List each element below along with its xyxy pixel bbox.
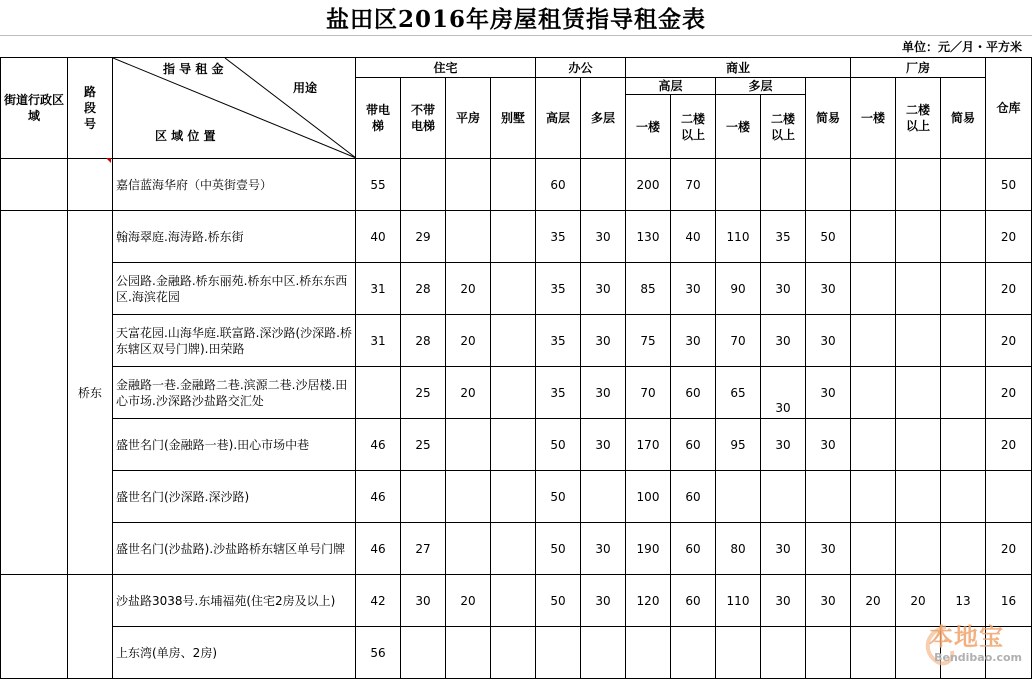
rent-value-cell: 30 xyxy=(671,315,716,367)
rent-value-cell xyxy=(851,159,896,211)
header-res-villa: 别墅 xyxy=(491,78,536,159)
header-com-simple: 简易 xyxy=(806,78,851,159)
area-cell: 沙盐路3038号.东埔福苑(住宅2房及以上) xyxy=(113,575,356,627)
rent-value-cell xyxy=(716,627,761,679)
rent-value-cell: 29 xyxy=(401,211,446,263)
rent-value-cell: 13 xyxy=(941,575,986,627)
rent-value-cell: 100 xyxy=(626,471,671,523)
street-cell xyxy=(1,159,68,211)
rent-value-cell xyxy=(716,159,761,211)
rent-value-cell: 190 xyxy=(626,523,671,575)
diag-use-label: 用途 xyxy=(293,81,318,95)
rent-value-cell: 60 xyxy=(671,575,716,627)
rent-value-cell xyxy=(941,263,986,315)
rent-value-cell: 30 xyxy=(806,367,851,419)
header-res-elevator: 带电梯 xyxy=(356,78,401,159)
rent-value-cell: 30 xyxy=(761,263,806,315)
rent-value-cell: 50 xyxy=(806,211,851,263)
header-diagonal xyxy=(113,58,356,159)
rent-value-cell: 56 xyxy=(356,627,401,679)
rent-value-cell: 30 xyxy=(671,263,716,315)
rent-value-cell: 20 xyxy=(896,575,941,627)
rent-value-cell xyxy=(851,471,896,523)
rent-value-cell xyxy=(851,523,896,575)
header-fac-f1: 一楼 xyxy=(851,78,896,159)
area-cell: 盛世名门(金融路一巷).田心市场中巷 xyxy=(113,419,356,471)
rent-value-cell: 20 xyxy=(986,523,1032,575)
rent-value-cell xyxy=(941,471,986,523)
rent-value-cell: 20 xyxy=(986,211,1032,263)
rent-value-cell: 120 xyxy=(626,575,671,627)
area-cell: 盛世名门(沙深路.深沙路) xyxy=(113,471,356,523)
rent-value-cell: 42 xyxy=(356,575,401,627)
rent-value-cell: 30 xyxy=(806,263,851,315)
rent-value-cell: 170 xyxy=(626,419,671,471)
rent-value-cell: 31 xyxy=(356,263,401,315)
rent-value-cell xyxy=(806,627,851,679)
rent-value-cell xyxy=(941,367,986,419)
comment-marker xyxy=(106,158,111,163)
rent-value-cell xyxy=(491,419,536,471)
rent-value-cell xyxy=(716,471,761,523)
rent-value-cell: 50 xyxy=(536,419,581,471)
rent-value-cell: 70 xyxy=(671,159,716,211)
rent-value-cell: 20 xyxy=(986,367,1032,419)
rent-value-cell xyxy=(491,523,536,575)
rent-value-cell xyxy=(626,627,671,679)
rent-value-cell xyxy=(356,367,401,419)
rent-value-cell: 30 xyxy=(581,575,626,627)
rent-value-cell: 31 xyxy=(356,315,401,367)
rent-value-cell: 30 xyxy=(806,575,851,627)
rent-value-cell xyxy=(941,315,986,367)
rent-value-cell xyxy=(761,471,806,523)
rent-value-cell xyxy=(986,471,1032,523)
rent-value-cell xyxy=(446,419,491,471)
rent-value-cell: 20 xyxy=(986,263,1032,315)
rent-value-cell: 20 xyxy=(446,263,491,315)
rent-value-cell xyxy=(851,263,896,315)
area-cell: 天富花园.山海华庭.联富路.深沙路(沙深路.桥东辖区双号门牌).田荣路 xyxy=(113,315,356,367)
rent-value-cell xyxy=(851,627,896,679)
header-road-no: 路段号 xyxy=(68,58,113,159)
rent-value-cell xyxy=(896,263,941,315)
rent-value-cell: 46 xyxy=(356,419,401,471)
rent-value-cell xyxy=(851,211,896,263)
rent-value-cell: 46 xyxy=(356,471,401,523)
rent-value-cell: 35 xyxy=(536,367,581,419)
table-row xyxy=(1,211,1032,263)
rent-value-cell xyxy=(896,523,941,575)
header-commercial: 商业 xyxy=(626,58,851,78)
header-com-high-f2: 二楼以上 xyxy=(671,95,716,159)
rent-value-cell xyxy=(851,367,896,419)
rent-value-cell xyxy=(446,211,491,263)
rent-value-cell xyxy=(896,211,941,263)
header-office-multi: 多层 xyxy=(581,78,626,159)
rent-value-cell: 130 xyxy=(626,211,671,263)
rent-value-cell: 50 xyxy=(986,159,1032,211)
rent-value-cell: 35 xyxy=(536,263,581,315)
rent-value-cell xyxy=(851,419,896,471)
rent-value-cell: 25 xyxy=(401,419,446,471)
rent-value-cell: 60 xyxy=(536,159,581,211)
rent-value-cell xyxy=(941,211,986,263)
rent-value-cell: 30 xyxy=(581,263,626,315)
diag-rent-label: 指 导 租 金 xyxy=(163,62,224,76)
header-office-high: 高层 xyxy=(536,78,581,159)
rent-value-cell xyxy=(941,523,986,575)
street-cell xyxy=(1,211,68,575)
rent-value-cell: 85 xyxy=(626,263,671,315)
watermark-logo: 本地宝 xyxy=(929,623,1004,651)
rent-value-cell xyxy=(896,471,941,523)
header-factory: 厂房 xyxy=(851,58,986,78)
rent-value-cell: 30 xyxy=(581,419,626,471)
area-cell: 盛世名门(沙盐路).沙盐路桥东辖区单号门牌 xyxy=(113,523,356,575)
area-cell: 公园路.金融路.桥东丽苑.桥东中区.桥东东西区.海滨花园 xyxy=(113,263,356,315)
rent-value-cell: 30 xyxy=(761,523,806,575)
area-cell: 金融路一巷.金融路二巷.滨源二巷.沙居楼.田心市场.沙深路沙盐路交汇处 xyxy=(113,367,356,419)
rent-value-cell: 30 xyxy=(581,367,626,419)
rent-value-cell xyxy=(581,159,626,211)
rent-value-cell xyxy=(896,159,941,211)
rent-value-cell: 80 xyxy=(716,523,761,575)
rent-value-cell: 30 xyxy=(401,575,446,627)
rent-value-cell xyxy=(491,315,536,367)
header-com-high-f1: 一楼 xyxy=(626,95,671,159)
rent-value-cell: 35 xyxy=(536,315,581,367)
rent-value-cell: 25 xyxy=(401,367,446,419)
rent-value-cell: 27 xyxy=(401,523,446,575)
rent-value-cell: 90 xyxy=(716,263,761,315)
rent-value-cell: 50 xyxy=(536,523,581,575)
rent-value-cell: 35 xyxy=(761,211,806,263)
header-residential: 住宅 xyxy=(356,58,536,78)
header-res-no-elevator: 不带电梯 xyxy=(401,78,446,159)
rent-value-cell: 200 xyxy=(626,159,671,211)
rent-value-cell xyxy=(401,159,446,211)
rent-value-cell: 20 xyxy=(851,575,896,627)
area-cell: 嘉信蓝海华府（中英街壹号） xyxy=(113,159,356,211)
table-row xyxy=(1,471,1032,523)
road-no-cell xyxy=(68,575,113,679)
rent-table xyxy=(0,57,1032,679)
rent-value-cell xyxy=(671,627,716,679)
rent-value-cell: 110 xyxy=(716,211,761,263)
rent-value-cell: 20 xyxy=(446,367,491,419)
rent-value-cell xyxy=(761,627,806,679)
table-row xyxy=(1,159,1032,211)
rent-value-cell: 55 xyxy=(356,159,401,211)
rent-value-cell: 70 xyxy=(626,367,671,419)
table-row xyxy=(1,575,1032,627)
rent-value-cell xyxy=(491,471,536,523)
rent-value-cell: 28 xyxy=(401,315,446,367)
diag-area-label: 区 域 位 置 xyxy=(155,129,216,143)
rent-value-cell: 40 xyxy=(671,211,716,263)
rent-value-cell: 60 xyxy=(671,419,716,471)
rent-value-cell: 50 xyxy=(536,471,581,523)
rent-value-cell: 75 xyxy=(626,315,671,367)
rent-value-cell: 20 xyxy=(446,315,491,367)
rent-value-cell: 30 xyxy=(761,315,806,367)
rent-value-cell xyxy=(851,315,896,367)
header-street: 街道行政区域 xyxy=(1,58,68,159)
rent-value-cell: 30 xyxy=(761,575,806,627)
title-divider xyxy=(0,35,1032,36)
rent-value-cell xyxy=(446,159,491,211)
rent-value-cell xyxy=(941,419,986,471)
rent-value-cell: 20 xyxy=(986,315,1032,367)
header-com-multi-f2: 二楼以上 xyxy=(761,95,806,159)
rent-value-cell: 95 xyxy=(716,419,761,471)
rent-value-cell xyxy=(581,471,626,523)
rent-value-cell xyxy=(491,367,536,419)
unit-label: 单位：元／月・平方米 xyxy=(901,40,1022,54)
rent-value-cell xyxy=(446,523,491,575)
table-row xyxy=(1,419,1032,471)
rent-value-cell: 60 xyxy=(671,523,716,575)
table-row xyxy=(1,523,1032,575)
rent-value-cell xyxy=(896,367,941,419)
header-office: 办公 xyxy=(536,58,626,78)
rent-value-cell: 70 xyxy=(716,315,761,367)
rent-value-cell: 65 xyxy=(716,367,761,419)
rent-value-cell xyxy=(896,419,941,471)
street-cell xyxy=(1,575,68,679)
rent-value-cell xyxy=(401,471,446,523)
table-row xyxy=(1,627,1032,679)
header-com-high: 高层 xyxy=(626,78,716,95)
table-row xyxy=(1,315,1032,367)
rent-value-cell: 110 xyxy=(716,575,761,627)
rent-value-cell xyxy=(491,575,536,627)
rent-value-cell: 50 xyxy=(536,575,581,627)
area-cell: 上东湾(单房、2房) xyxy=(113,627,356,679)
rent-value-cell xyxy=(491,263,536,315)
rent-value-cell: 30 xyxy=(806,523,851,575)
rent-value-cell: 60 xyxy=(671,367,716,419)
rent-value-cell: 16 xyxy=(986,575,1032,627)
rent-value-cell xyxy=(761,159,806,211)
watermark-url: Bendibao.com xyxy=(934,651,1022,664)
rent-value-cell: 35 xyxy=(536,211,581,263)
street-name: 桥东 xyxy=(68,211,113,575)
rent-value-cell: 30 xyxy=(806,315,851,367)
header-warehouse: 仓库 xyxy=(986,58,1032,159)
area-cell: 翰海翠庭.海涛路.桥东街 xyxy=(113,211,356,263)
watermark xyxy=(916,617,1026,673)
rent-value-cell: 30 xyxy=(761,367,806,419)
rent-value-cell xyxy=(941,159,986,211)
rent-value-cell: 60 xyxy=(671,471,716,523)
rent-value-cell xyxy=(806,471,851,523)
rent-value-cell: 30 xyxy=(581,523,626,575)
header-com-multi-f1: 一楼 xyxy=(716,95,761,159)
rent-value-cell: 30 xyxy=(806,419,851,471)
rent-value-cell xyxy=(581,627,626,679)
rent-value-cell xyxy=(491,159,536,211)
table-row xyxy=(1,367,1032,419)
table-row xyxy=(1,263,1032,315)
rent-value-cell: 20 xyxy=(446,575,491,627)
rent-value-cell: 30 xyxy=(761,419,806,471)
rent-value-cell xyxy=(536,627,581,679)
rent-value-cell xyxy=(896,315,941,367)
rent-value-cell: 40 xyxy=(356,211,401,263)
header-com-multi: 多层 xyxy=(716,78,806,95)
rent-value-cell: 30 xyxy=(581,211,626,263)
rent-value-cell: 20 xyxy=(986,419,1032,471)
rent-value-cell xyxy=(806,159,851,211)
page-title: 盐田区2016年房屋租赁指导租金表 xyxy=(325,6,706,33)
header-res-bungalow: 平房 xyxy=(446,78,491,159)
rent-value-cell xyxy=(446,471,491,523)
rent-value-cell xyxy=(401,627,446,679)
header-fac-simple: 简易 xyxy=(941,78,986,159)
header-fac-f2: 二楼以上 xyxy=(896,78,941,159)
rent-value-cell: 28 xyxy=(401,263,446,315)
road-no-cell xyxy=(68,159,113,211)
rent-value-cell xyxy=(491,627,536,679)
rent-value-cell xyxy=(491,211,536,263)
rent-value-cell xyxy=(446,627,491,679)
rent-value-cell: 46 xyxy=(356,523,401,575)
rent-value-cell: 30 xyxy=(581,315,626,367)
